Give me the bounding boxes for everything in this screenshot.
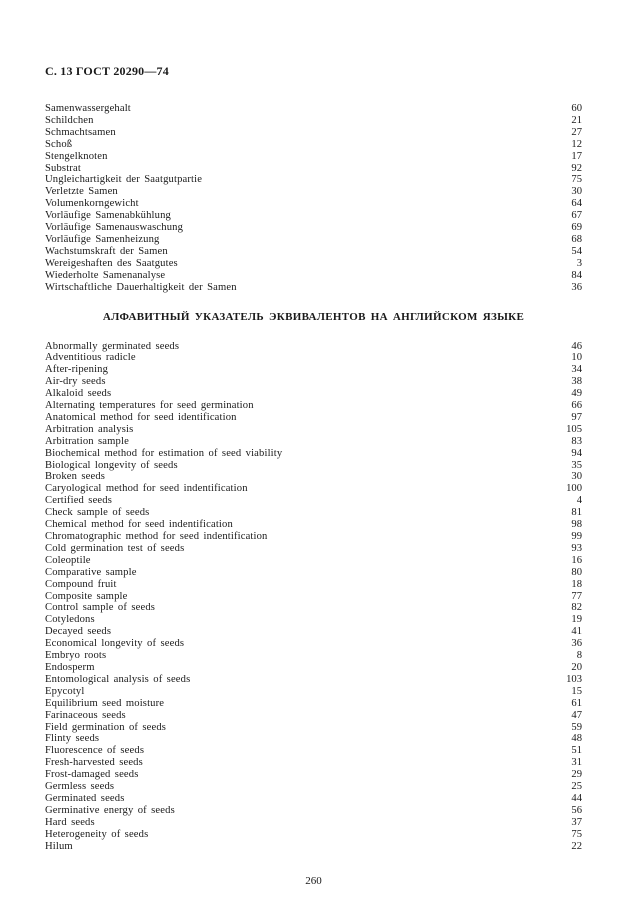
index-term: Abnormally germinated seeds xyxy=(45,340,180,352)
index-term: Coleoptile xyxy=(45,554,91,566)
index-entry xyxy=(45,448,582,460)
index-term: Germless seeds xyxy=(45,781,115,793)
index-term: Farinaceous seeds xyxy=(45,709,126,721)
index-entry xyxy=(45,805,582,817)
index-entry xyxy=(45,674,582,686)
index-entry xyxy=(45,341,582,353)
index-number: 38 xyxy=(571,376,582,388)
index-number: 100 xyxy=(566,483,582,495)
index-term: Substrat xyxy=(45,162,81,174)
index-number: 83 xyxy=(571,435,582,447)
index-number: 80 xyxy=(571,566,582,578)
index-number: 61 xyxy=(571,697,582,709)
page-number: 260 xyxy=(305,875,322,887)
index-number: 54 xyxy=(571,245,582,257)
index-term: Wereigeshaften des Saatgutes xyxy=(45,257,178,269)
index-number: 82 xyxy=(571,602,582,614)
index-number: 36 xyxy=(571,638,582,650)
index-number: 10 xyxy=(571,352,582,364)
index-term: Stengelknoten xyxy=(45,150,108,162)
index-entry xyxy=(45,258,582,270)
index-entry xyxy=(45,662,582,674)
index-term: Samenwassergehalt xyxy=(45,103,131,114)
index-entry xyxy=(45,579,582,591)
index-term: Check sample of seeds xyxy=(45,507,150,519)
index-entry xyxy=(45,793,582,805)
index-term: Composite sample xyxy=(45,590,128,602)
index-entry xyxy=(45,222,582,234)
index-number: 92 xyxy=(571,162,582,174)
index-entry xyxy=(45,163,582,175)
index-number: 31 xyxy=(571,757,582,769)
index-term: Air-dry seeds xyxy=(45,376,106,388)
index-number: 105 xyxy=(566,423,582,435)
index-number: 59 xyxy=(571,721,582,733)
index-number: 93 xyxy=(571,542,582,554)
index-entry xyxy=(45,519,582,531)
index-number: 30 xyxy=(571,186,582,198)
index-term: Volumenkorngewicht xyxy=(45,198,139,210)
index-entry xyxy=(45,591,582,603)
index-entry xyxy=(45,282,582,294)
index-term: Frost-damaged seeds xyxy=(45,769,139,781)
index-number: 56 xyxy=(571,804,582,816)
index-term: Broken seeds xyxy=(45,471,106,483)
index-entry xyxy=(45,686,582,698)
index-number: 47 xyxy=(571,709,582,721)
index-number: 8 xyxy=(576,650,582,662)
index-number: 17 xyxy=(571,150,582,162)
index-entry xyxy=(45,733,582,745)
index-term: Schildchen xyxy=(45,114,94,126)
index-entry xyxy=(45,531,582,543)
index-number: 68 xyxy=(571,233,582,245)
index-term: Certified seeds xyxy=(45,495,112,507)
index-number: 16 xyxy=(571,554,582,566)
index-entry xyxy=(45,198,582,210)
index-term: Biochemical method for estimation of seed viability xyxy=(45,447,283,459)
index-number: 20 xyxy=(571,661,582,673)
index-entry xyxy=(45,483,582,495)
index-term: Compound fruit xyxy=(45,578,117,590)
index-term: Chemical method for seed indentification xyxy=(45,519,233,531)
index-number: 67 xyxy=(571,210,582,222)
index-number: 46 xyxy=(571,340,582,352)
index-term: Chromatographic method for seed indentification xyxy=(45,531,268,542)
german-index-list xyxy=(45,103,582,294)
index-number: 37 xyxy=(571,816,582,828)
index-entry xyxy=(45,364,582,376)
index-entry xyxy=(45,626,582,638)
index-entry xyxy=(45,710,582,722)
index-number: 77 xyxy=(571,590,582,602)
index-entry xyxy=(45,103,582,115)
index-term: Hard seeds xyxy=(45,816,95,828)
index-number: 48 xyxy=(571,733,582,745)
index-number: 84 xyxy=(571,269,582,281)
index-number: 30 xyxy=(571,471,582,483)
index-term: Vorläufige Samenheizung xyxy=(45,233,160,245)
index-entry xyxy=(45,436,582,448)
index-entry xyxy=(45,352,582,364)
index-term: Cold germination test of seeds xyxy=(45,542,185,554)
index-number: 81 xyxy=(571,507,582,519)
index-number: 34 xyxy=(571,364,582,376)
index-entry xyxy=(45,115,582,127)
index-term: Vorläufige Samenauswaschung xyxy=(45,222,184,234)
index-term: Equilibrium seed moisture xyxy=(45,697,165,709)
index-term: Vorläufige Samenabkühlung xyxy=(45,210,171,222)
index-entry xyxy=(45,722,582,734)
index-entry xyxy=(45,567,582,579)
index-term: Hilum xyxy=(45,840,73,852)
index-number: 21 xyxy=(571,114,582,126)
index-term: Caryological method for seed indentification xyxy=(45,483,248,495)
index-number: 49 xyxy=(571,388,582,400)
index-term: Epycotyl xyxy=(45,685,85,697)
index-term: Wirtschaftliche Dauerhaltigkeit der Samen xyxy=(45,281,237,293)
index-term: Germinated seeds xyxy=(45,792,125,804)
index-number: 69 xyxy=(571,222,582,234)
index-term: Entomological analysis of seeds xyxy=(45,673,191,685)
index-entry xyxy=(45,745,582,757)
index-entry xyxy=(45,210,582,222)
index-entry xyxy=(45,543,582,555)
index-number: 41 xyxy=(571,626,582,638)
index-entry xyxy=(45,698,582,710)
index-number: 25 xyxy=(571,781,582,793)
index-term: After-ripening xyxy=(45,364,109,376)
index-term: Arbitration analysis xyxy=(45,423,134,435)
index-entry xyxy=(45,400,582,412)
index-term: Arbitration sample xyxy=(45,435,129,447)
index-number: 15 xyxy=(571,685,582,697)
index-number: 18 xyxy=(571,578,582,590)
index-number: 51 xyxy=(571,745,582,757)
index-number: 103 xyxy=(566,673,582,685)
index-number: 75 xyxy=(571,828,582,840)
index-number: 12 xyxy=(571,138,582,150)
index-term: Cotyledons xyxy=(45,614,95,626)
index-entry xyxy=(45,638,582,650)
index-entry xyxy=(45,270,582,282)
index-entry xyxy=(45,376,582,388)
index-term: Wiederholte Samenanalyse xyxy=(45,269,166,281)
index-term: Ungleichartigkeit der Saatgutpartie xyxy=(45,174,203,186)
index-entry xyxy=(45,829,582,841)
index-number: 35 xyxy=(571,459,582,471)
english-index-list xyxy=(45,341,582,853)
index-term: Heterogeneity of seeds xyxy=(45,828,149,840)
index-number: 19 xyxy=(571,614,582,626)
index-entry xyxy=(45,817,582,829)
index-entry xyxy=(45,781,582,793)
index-entry xyxy=(45,841,582,853)
index-entry xyxy=(45,139,582,151)
index-number: 66 xyxy=(571,400,582,412)
index-number: 98 xyxy=(571,519,582,531)
index-entry xyxy=(45,234,582,246)
index-number: 3 xyxy=(576,257,582,269)
index-entry xyxy=(45,471,582,483)
index-term: Verletzte Samen xyxy=(45,186,118,198)
index-number: 44 xyxy=(571,792,582,804)
index-number: 75 xyxy=(571,174,582,186)
section-heading: АЛФАВИТНЫЙ УКАЗАТЕЛЬ ЭКВИВАЛЕНТОВ НА АНГЛИЙСКОМ ЯЗЫКЕ xyxy=(102,310,525,323)
index-term: Alternating temperatures for seed germination xyxy=(45,400,254,412)
index-entry xyxy=(45,507,582,519)
index-number: 36 xyxy=(571,281,582,293)
index-entry xyxy=(45,246,582,258)
index-entry xyxy=(45,460,582,472)
index-term: Control sample of seeds xyxy=(45,602,156,614)
index-entry xyxy=(45,602,582,614)
index-term: Field germination of seeds xyxy=(45,721,167,733)
index-entry xyxy=(45,151,582,163)
index-term: Endosperm xyxy=(45,661,95,673)
index-entry xyxy=(45,186,582,198)
index-term: Flinty seeds xyxy=(45,733,100,745)
index-term: Biological longevity of seeds xyxy=(45,459,178,471)
index-number: 27 xyxy=(571,126,582,138)
page-header: С. 13 ГОСТ 20290—74 xyxy=(45,64,169,78)
index-term: Fresh-harvested seeds xyxy=(45,757,143,769)
index-entry xyxy=(45,412,582,424)
index-term: Economical longevity of seeds xyxy=(45,638,185,650)
index-number: 22 xyxy=(571,840,582,852)
index-term: Alkaloid seeds xyxy=(45,388,112,400)
index-entry xyxy=(45,127,582,139)
index-term: Fluorescence of seeds xyxy=(45,745,145,757)
index-number: 4 xyxy=(576,495,582,507)
index-term: Embryo roots xyxy=(45,650,107,662)
index-number: 60 xyxy=(571,103,582,114)
index-term: Adventitious radicle xyxy=(45,352,136,364)
index-entry xyxy=(45,757,582,769)
index-number: 64 xyxy=(571,198,582,210)
index-entry xyxy=(45,388,582,400)
index-term: Decayed seeds xyxy=(45,626,112,638)
index-number: 94 xyxy=(571,447,582,459)
index-entry xyxy=(45,555,582,567)
index-entry xyxy=(45,174,582,186)
index-term: Schmachtsamen xyxy=(45,126,116,138)
index-term: Germinative energy of seeds xyxy=(45,804,175,816)
index-number: 99 xyxy=(571,531,582,542)
index-entry xyxy=(45,769,582,781)
index-term: Anatomical method for seed identification xyxy=(45,411,237,423)
index-entry xyxy=(45,614,582,626)
index-entry xyxy=(45,495,582,507)
index-term: Schoß xyxy=(45,138,73,150)
index-entry xyxy=(45,424,582,436)
index-term: Wachstumskraft der Samen xyxy=(45,245,168,257)
index-term: Comparative sample xyxy=(45,566,137,578)
index-number: 97 xyxy=(571,411,582,423)
index-entry xyxy=(45,650,582,662)
index-number: 29 xyxy=(571,769,582,781)
